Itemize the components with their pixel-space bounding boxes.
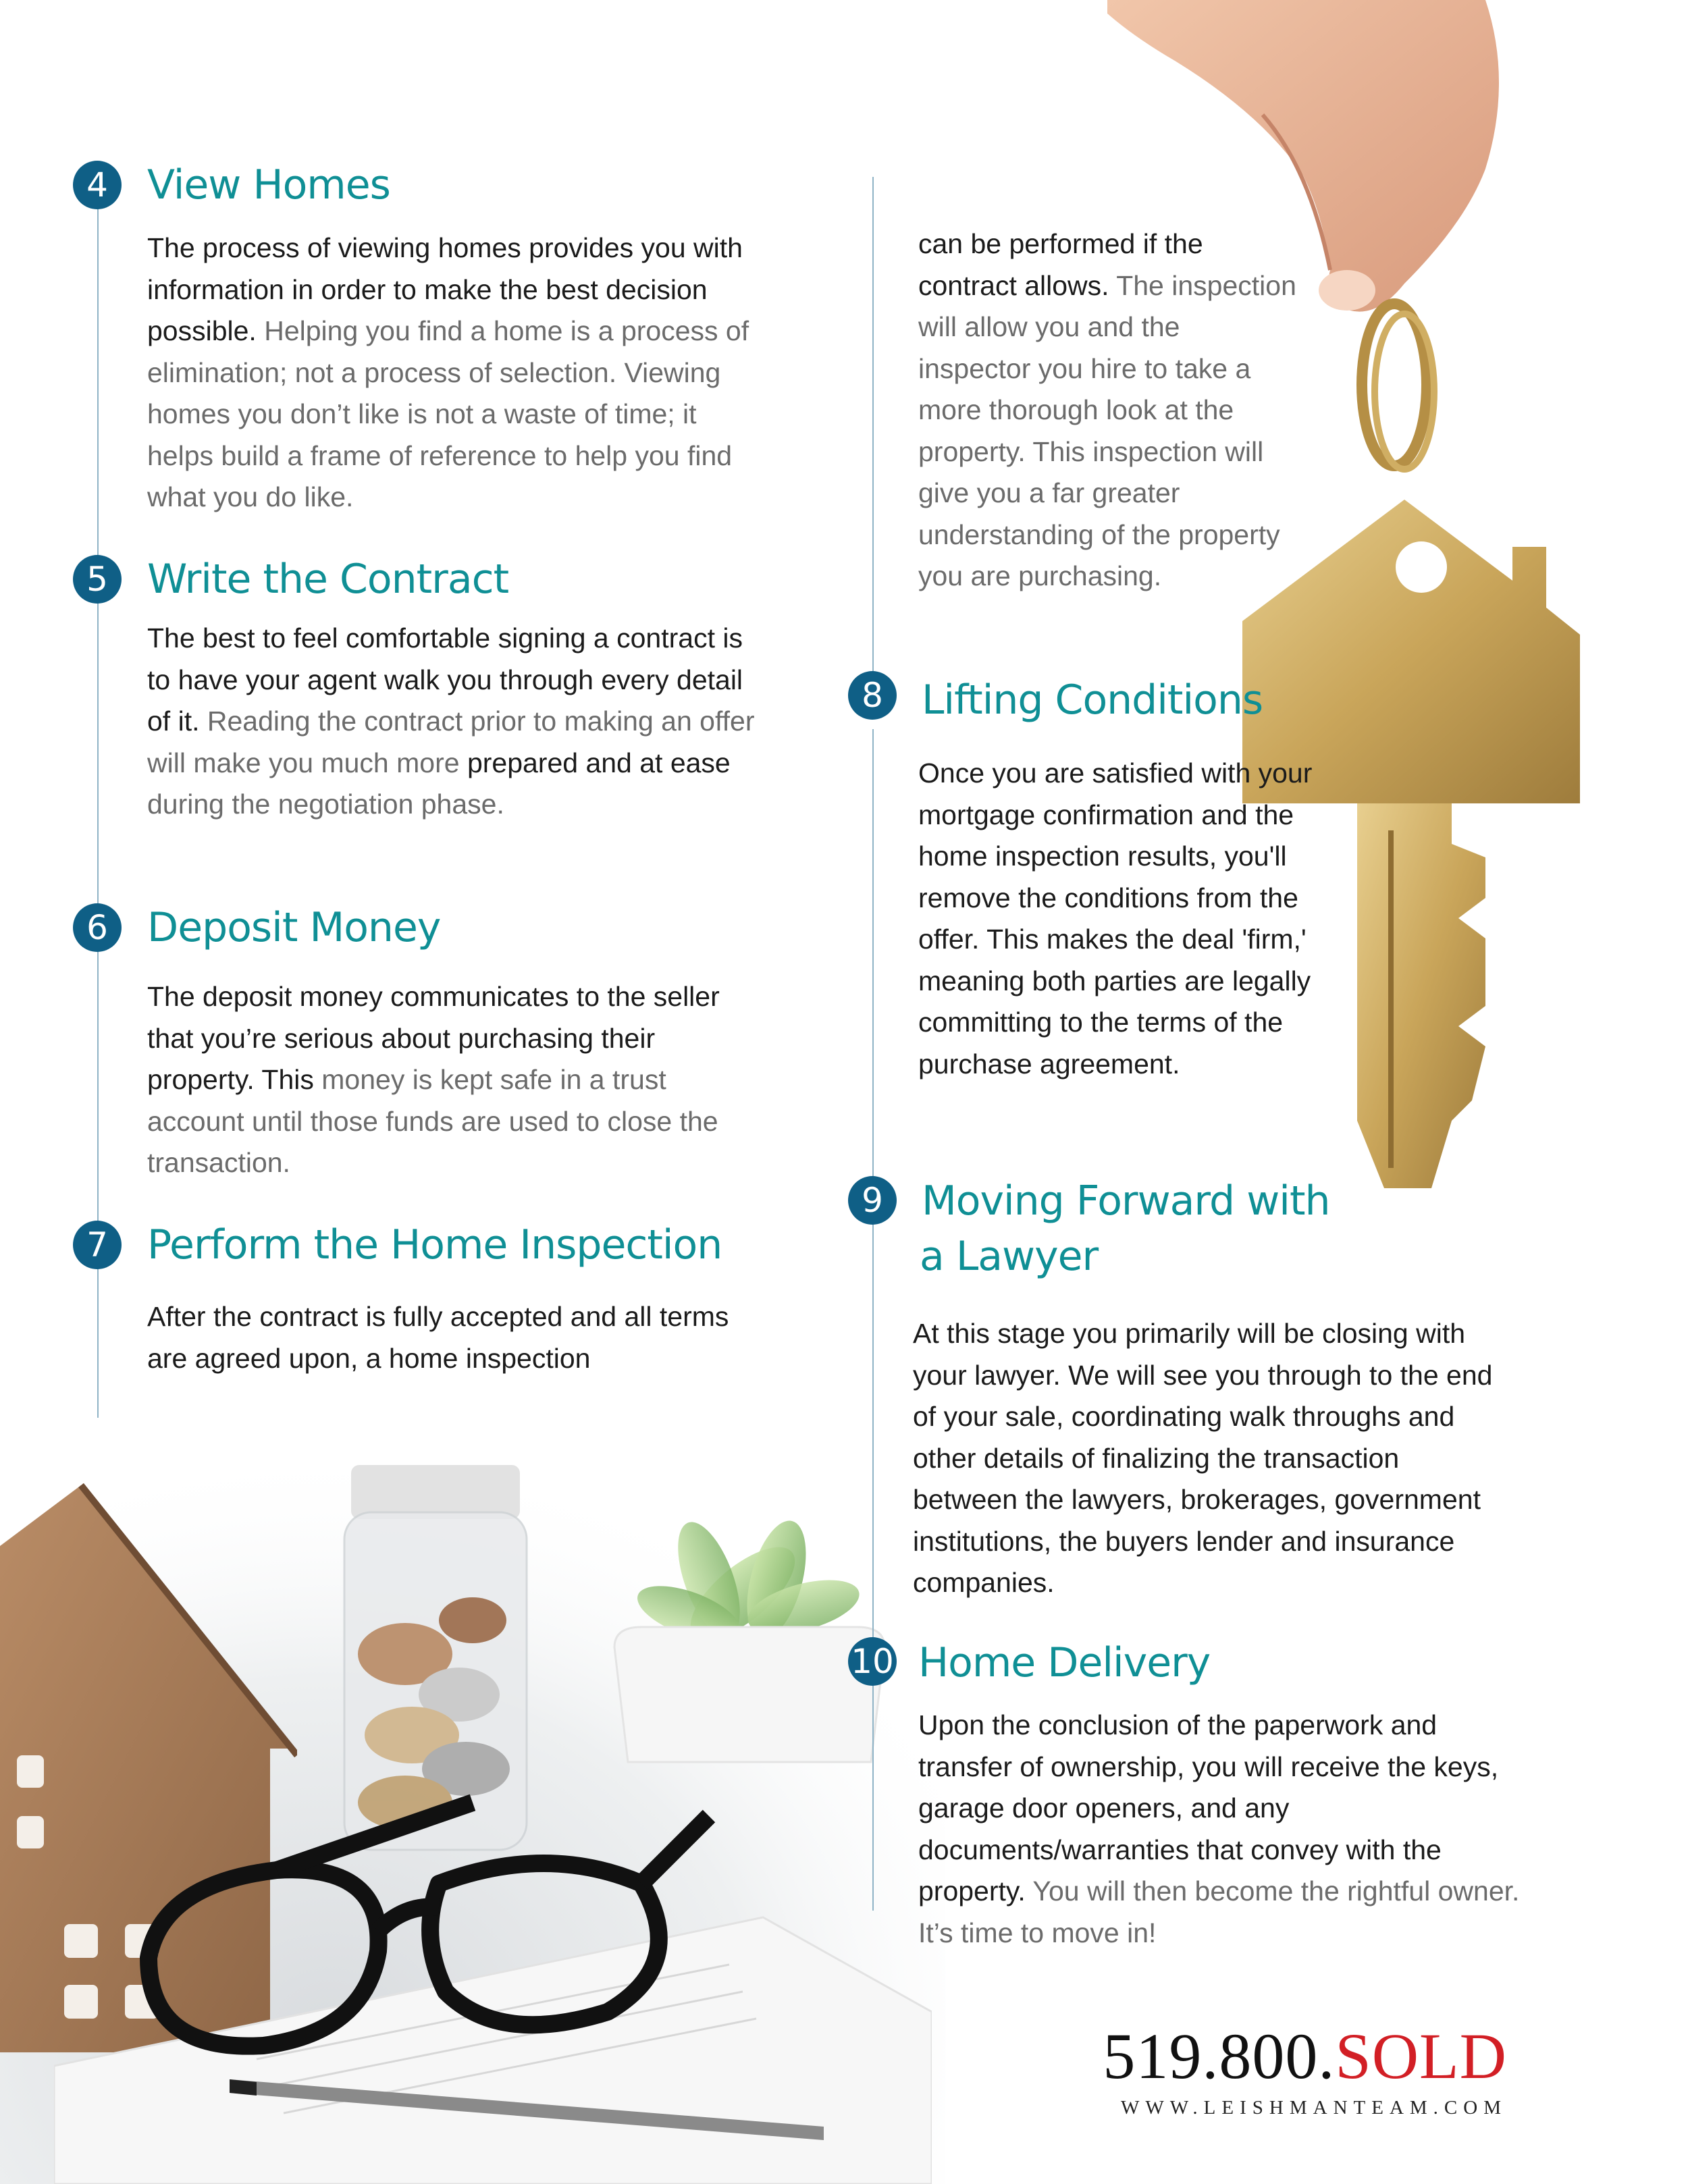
- step-description-emphasis: The best to feel comfortable signing a contract is to have your agent walk you through every detail of it.: [147, 622, 743, 737]
- step-title-line-1: Moving Forward with: [922, 1177, 1330, 1225]
- phone-number[interactable]: [1103, 2019, 1507, 2094]
- step-number-badge: 5: [73, 555, 122, 604]
- step-number-badge: 10: [848, 1637, 897, 1686]
- step-description-emphasis: After the contract is fully accepted and all terms are agreed upon, a home inspection: [147, 1301, 729, 1374]
- step-description: [147, 976, 741, 1184]
- phone-number-digits: 519.800.: [1103, 2020, 1336, 2092]
- step-description-emphasis: At this stage you primarily will be closing with your lawyer. We will see you through to the end of your sale, coordinating walk throughs and other details of finalizing the transaction between the lawyers, brokerages, government institutions, the buyers lender and insurance companies.: [913, 1318, 1493, 1598]
- step-description-emphasis: The deposit money communicates to the seller that you’re serious about purchasing their property. This: [147, 981, 720, 1095]
- step-number-badge: 8: [848, 671, 897, 720]
- timeline-line-right-2: [872, 729, 874, 1911]
- step-title: Deposit Money: [147, 904, 441, 951]
- step-number-badge: 9: [848, 1176, 897, 1225]
- step-title: Home Delivery: [918, 1639, 1211, 1686]
- step-description-detail: Reading the contract prior to making an offer will make you much more: [147, 705, 755, 778]
- step-description-continued: [918, 223, 1296, 597]
- step-title-line-2: a Lawyer: [920, 1233, 1099, 1280]
- step-description: [147, 1296, 741, 1379]
- step-description-detail: Helping you find a home is a process of elimination; not a process of selection. Viewing homes you don’t like is not a waste of time; it helps build a frame of reference to help you find what you do like.: [147, 315, 749, 512]
- step-title: View Homes: [147, 161, 390, 209]
- phone-number-sold: SOLD: [1335, 2020, 1507, 2092]
- step-description-detail: You will then become the rightful owner. It’s time to move in!: [918, 1875, 1520, 1948]
- step-number-badge: 7: [73, 1221, 122, 1269]
- step-description-detail: The inspection will allow you and the inspector you hire to take a more thorough look at the property. This inspection will give you a far greater understanding of the property you are purchasing.: [918, 269, 1296, 591]
- pen-image: [230, 2066, 837, 2147]
- step-title: Perform the Home Inspection: [147, 1221, 722, 1269]
- step-description: [918, 1705, 1526, 1954]
- step-description: [918, 753, 1350, 1085]
- step-description: [147, 618, 762, 826]
- website-link[interactable]: WWW.LEISHMANTEAM.COM: [1120, 2097, 1507, 2119]
- step-title: Lifting Conditions: [922, 676, 1263, 724]
- step-number-badge: 6: [73, 903, 122, 952]
- step-description-emphasis: can be performed if the contract allows.: [918, 228, 1203, 301]
- step-description-emphasis: Upon the conclusion of the paperwork and transfer of ownership, you will receive the keys, garage door openers, and any documents/warranties that convey with the property.: [918, 1709, 1499, 1907]
- step-description-emphasis: Once you are satisfied with your mortgage confirmation and the home inspection results, you'll remove the conditions from the offer. This makes the deal 'firm,' meaning both parties are legally committing to the terms of the purchase agreement.: [918, 757, 1313, 1080]
- step-number-badge: 4: [73, 161, 122, 209]
- step-description: [147, 228, 762, 518]
- step-description: [913, 1313, 1507, 1604]
- step-description-emphasis-2: prepared and at ease: [467, 747, 731, 778]
- step-description-detail: money is kept safe in a trust account until those funds are used to close the transaction.: [147, 1064, 718, 1178]
- step-description-detail-2: during the negotiation phase.: [147, 789, 504, 820]
- step-description-emphasis: The process of viewing homes provides you with information in order to make the best decision possible.: [147, 232, 743, 346]
- timeline-line-right: [872, 177, 874, 676]
- step-title: Write the Contract: [147, 556, 509, 603]
